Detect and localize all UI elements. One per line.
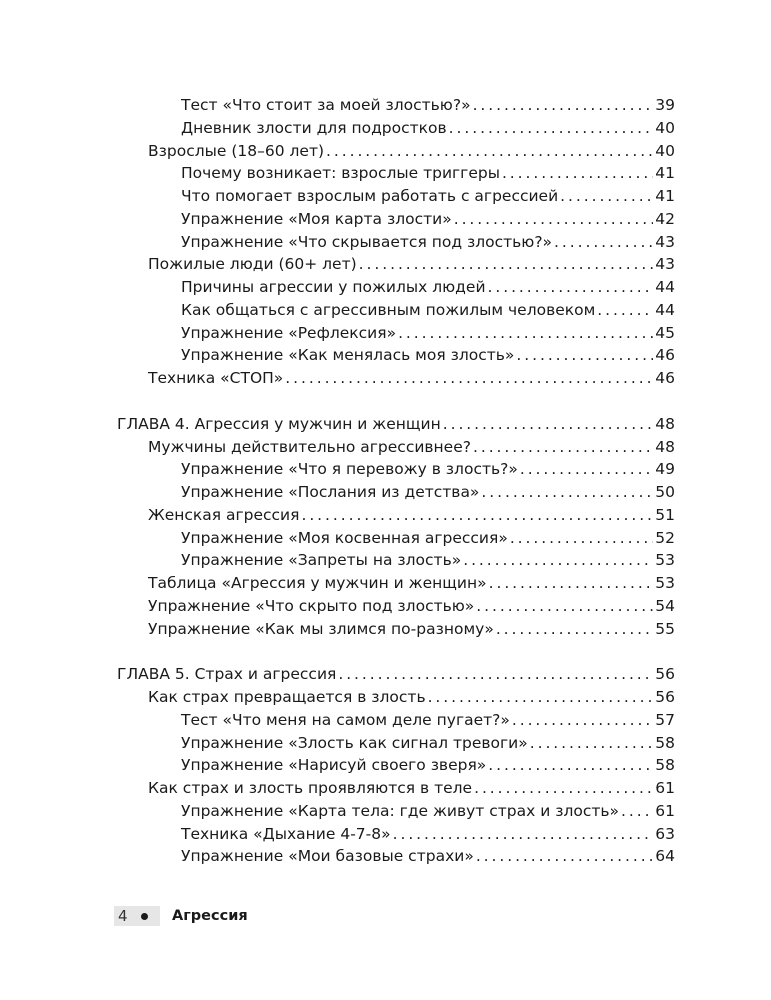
toc-entry-title: Упражнение «Моя косвенная агрессия» <box>181 528 508 547</box>
toc-entry-page: 50 <box>655 483 675 501</box>
toc-entry-page: 61 <box>655 779 675 797</box>
toc-entry-page: 43 <box>655 255 675 274</box>
toc-entry[interactable] <box>117 756 675 779</box>
toc-entry[interactable] <box>117 779 675 802</box>
toc-entry-page: 57 <box>655 710 675 729</box>
toc-entry-title: Пожилые люди (60+ лет) <box>148 255 357 274</box>
toc-entry[interactable] <box>117 574 675 597</box>
toc-leader-dots <box>359 255 654 273</box>
toc-entry-title: Упражнение «Запреты на злость» <box>181 551 462 570</box>
toc-entry[interactable] <box>117 324 675 347</box>
toc-leader-dots <box>463 551 653 569</box>
toc-entry[interactable] <box>117 96 675 119</box>
toc-entry-page: 44 <box>655 278 675 296</box>
toc-entry-title: Тест «Что меня на самом деле пугает?» <box>181 710 510 729</box>
toc-entry-title: Упражнение «Как мы злимся по-разному» <box>148 619 494 638</box>
toc-leader-dots <box>530 734 654 752</box>
toc-entry[interactable] <box>117 369 675 392</box>
toc-leader-dots <box>454 210 654 228</box>
toc-entry-page: 42 <box>655 209 675 228</box>
toc-entry[interactable] <box>117 255 675 278</box>
toc-entry-title: Техника «Дыхание 4-7-8» <box>181 824 391 843</box>
toc-entry-page: 64 <box>655 847 675 866</box>
toc-group-gap <box>117 392 675 415</box>
toc-entry[interactable] <box>117 119 675 142</box>
toc-entry-page: 46 <box>655 369 675 387</box>
toc-leader-dots <box>393 825 654 843</box>
toc-entry-title: Техника «СТОП» <box>148 369 284 387</box>
toc-entry-title: Как страх превращается в злость <box>148 688 426 706</box>
toc-entry-page: 58 <box>655 733 675 752</box>
toc-entry-title: Как страх и злость проявляются в теле <box>148 779 473 797</box>
toc-entry-page: 41 <box>655 164 675 183</box>
toc-entry[interactable] <box>117 529 675 552</box>
toc-entry[interactable] <box>117 233 675 256</box>
toc-entry-page: 56 <box>655 665 675 684</box>
toc-leader-dots <box>516 346 653 364</box>
toc-leader-dots <box>488 756 653 774</box>
toc-entry-page: 44 <box>655 300 675 319</box>
toc-entry-title: Таблица «Агрессия у мужчин и женщин» <box>148 574 487 592</box>
toc-entry-title: Упражнение «Что скрывается под злостью?» <box>181 232 553 251</box>
toc-entry[interactable] <box>117 164 675 187</box>
toc-entry-title: Упражнение «Что я перевожу в злость?» <box>181 460 518 479</box>
toc-entry-page: 46 <box>655 346 675 365</box>
toc-entry-page: 48 <box>655 414 675 433</box>
toc-leader-dots <box>502 164 653 182</box>
toc-entry[interactable] <box>117 734 675 757</box>
toc-leader-dots <box>512 711 653 729</box>
toc-leader-dots <box>481 483 653 501</box>
toc-leader-dots <box>496 620 653 638</box>
toc-leader-dots <box>554 233 653 251</box>
toc-entry[interactable] <box>117 688 675 711</box>
toc-leader-dots <box>285 369 653 387</box>
toc-entry-page: 61 <box>655 801 675 820</box>
toc-entry[interactable] <box>117 460 675 483</box>
toc-entry[interactable] <box>117 187 675 210</box>
toc-leader-dots <box>449 119 654 137</box>
toc-entry-title: Что помогает взрослым работать с агрессией <box>181 187 559 205</box>
toc-entry-title: Дневник злости для подростков <box>181 118 447 137</box>
toc-leader-dots <box>520 460 653 478</box>
toc-entry[interactable] <box>117 301 675 324</box>
toc-entry[interactable] <box>117 210 675 233</box>
toc-entry[interactable] <box>117 711 675 734</box>
toc-leader-dots <box>476 597 653 615</box>
toc-entry-title: Причины агрессии у пожилых людей <box>181 278 486 296</box>
toc-entry-title: Женская агрессия <box>148 505 300 524</box>
toc-leader-dots <box>428 688 654 706</box>
toc-entry-page: 56 <box>655 688 675 706</box>
toc-leader-dots <box>474 779 653 797</box>
toc-entry-title: Упражнение «Мои базовые страхи» <box>181 847 474 866</box>
toc-entry-page: 63 <box>655 824 675 843</box>
toc-group-gap <box>117 642 675 665</box>
toc-entry[interactable] <box>117 847 675 870</box>
toc-leader-dots <box>476 847 653 865</box>
toc-entry-title: Упражнение «Послания из детства» <box>181 483 480 501</box>
toc-entry[interactable] <box>117 825 675 848</box>
toc-leader-dots <box>597 301 653 319</box>
toc-leader-dots <box>398 324 653 342</box>
toc-entry-title: Как общаться с агрессивным пожилым человеком <box>181 300 596 319</box>
toc-entry-title: Тест «Что стоит за моей злостью?» <box>181 96 471 114</box>
toc-chapter-entry[interactable] <box>117 665 675 688</box>
toc-entry-title: Взрослые (18–60 лет) <box>148 141 325 160</box>
toc-entry-title: Упражнение «Карта тела: где живут страх и злость» <box>181 801 620 820</box>
toc-entry-title: ГЛАВА 4. Агрессия у мужчин и женщин <box>117 414 441 433</box>
toc-entry[interactable] <box>117 142 675 165</box>
toc-entry-page: 49 <box>655 460 675 479</box>
toc-entry-page: 40 <box>655 118 675 137</box>
toc-entry[interactable] <box>117 551 675 574</box>
toc-leader-dots <box>443 415 654 433</box>
toc-entry-page: 53 <box>655 574 675 592</box>
toc-entry-page: 40 <box>655 141 675 160</box>
table-of-contents <box>117 96 675 870</box>
bullet-icon <box>141 913 148 920</box>
toc-entry-page: 52 <box>655 528 675 547</box>
page-number: 4 <box>118 907 128 925</box>
toc-entry-page: 41 <box>655 187 675 205</box>
toc-entry-title: Упражнение «Как менялась моя злость» <box>181 346 515 365</box>
toc-entry-title: Упражнение «Что скрыто под злостью» <box>148 596 475 615</box>
toc-chapter-entry[interactable] <box>117 415 675 438</box>
toc-entry-title: Упражнение «Моя карта злости» <box>181 209 452 228</box>
toc-entry-page: 58 <box>655 756 675 775</box>
toc-entry[interactable] <box>117 620 675 643</box>
toc-entry-page: 54 <box>655 596 675 615</box>
toc-entry-title: Упражнение «Злость как сигнал тревоги» <box>181 733 528 752</box>
toc-leader-dots <box>473 96 654 114</box>
toc-entry-title: Упражнение «Рефлексия» <box>181 323 397 342</box>
toc-entry-page: 53 <box>655 551 675 570</box>
toc-entry[interactable] <box>117 483 675 506</box>
toc-leader-dots <box>560 187 653 205</box>
toc-leader-dots <box>473 438 653 456</box>
page-footer <box>114 905 248 927</box>
toc-entry[interactable] <box>117 278 675 301</box>
toc-entry[interactable] <box>117 506 675 529</box>
toc-entry-title: Мужчины действительно агрессивнее? <box>148 437 471 456</box>
toc-entry-page: 55 <box>655 619 675 638</box>
toc-entry[interactable] <box>117 597 675 620</box>
toc-entry-page: 48 <box>655 437 675 456</box>
page-number-box <box>114 906 160 926</box>
toc-entry[interactable] <box>117 802 675 825</box>
toc-entry-title: ГЛАВА 5. Страх и агрессия <box>117 665 337 684</box>
toc-leader-dots <box>510 529 653 547</box>
toc-leader-dots <box>489 574 654 592</box>
running-title: Агрессия <box>172 908 248 924</box>
toc-entry-page: 43 <box>655 232 675 251</box>
toc-leader-dots <box>488 278 654 296</box>
toc-leader-dots <box>338 665 653 683</box>
toc-leader-dots <box>326 142 653 160</box>
toc-entry-page: 39 <box>655 96 675 114</box>
toc-leader-dots <box>621 802 653 820</box>
toc-entry-page: 45 <box>655 323 675 342</box>
toc-entry-title: Упражнение «Нарисуй своего зверя» <box>181 756 487 775</box>
toc-entry-title: Почему возникает: взрослые триггеры <box>181 164 500 183</box>
toc-leader-dots <box>301 506 653 524</box>
toc-entry[interactable] <box>117 438 675 461</box>
toc-entry[interactable] <box>117 346 675 369</box>
toc-entry-page: 51 <box>655 505 675 524</box>
